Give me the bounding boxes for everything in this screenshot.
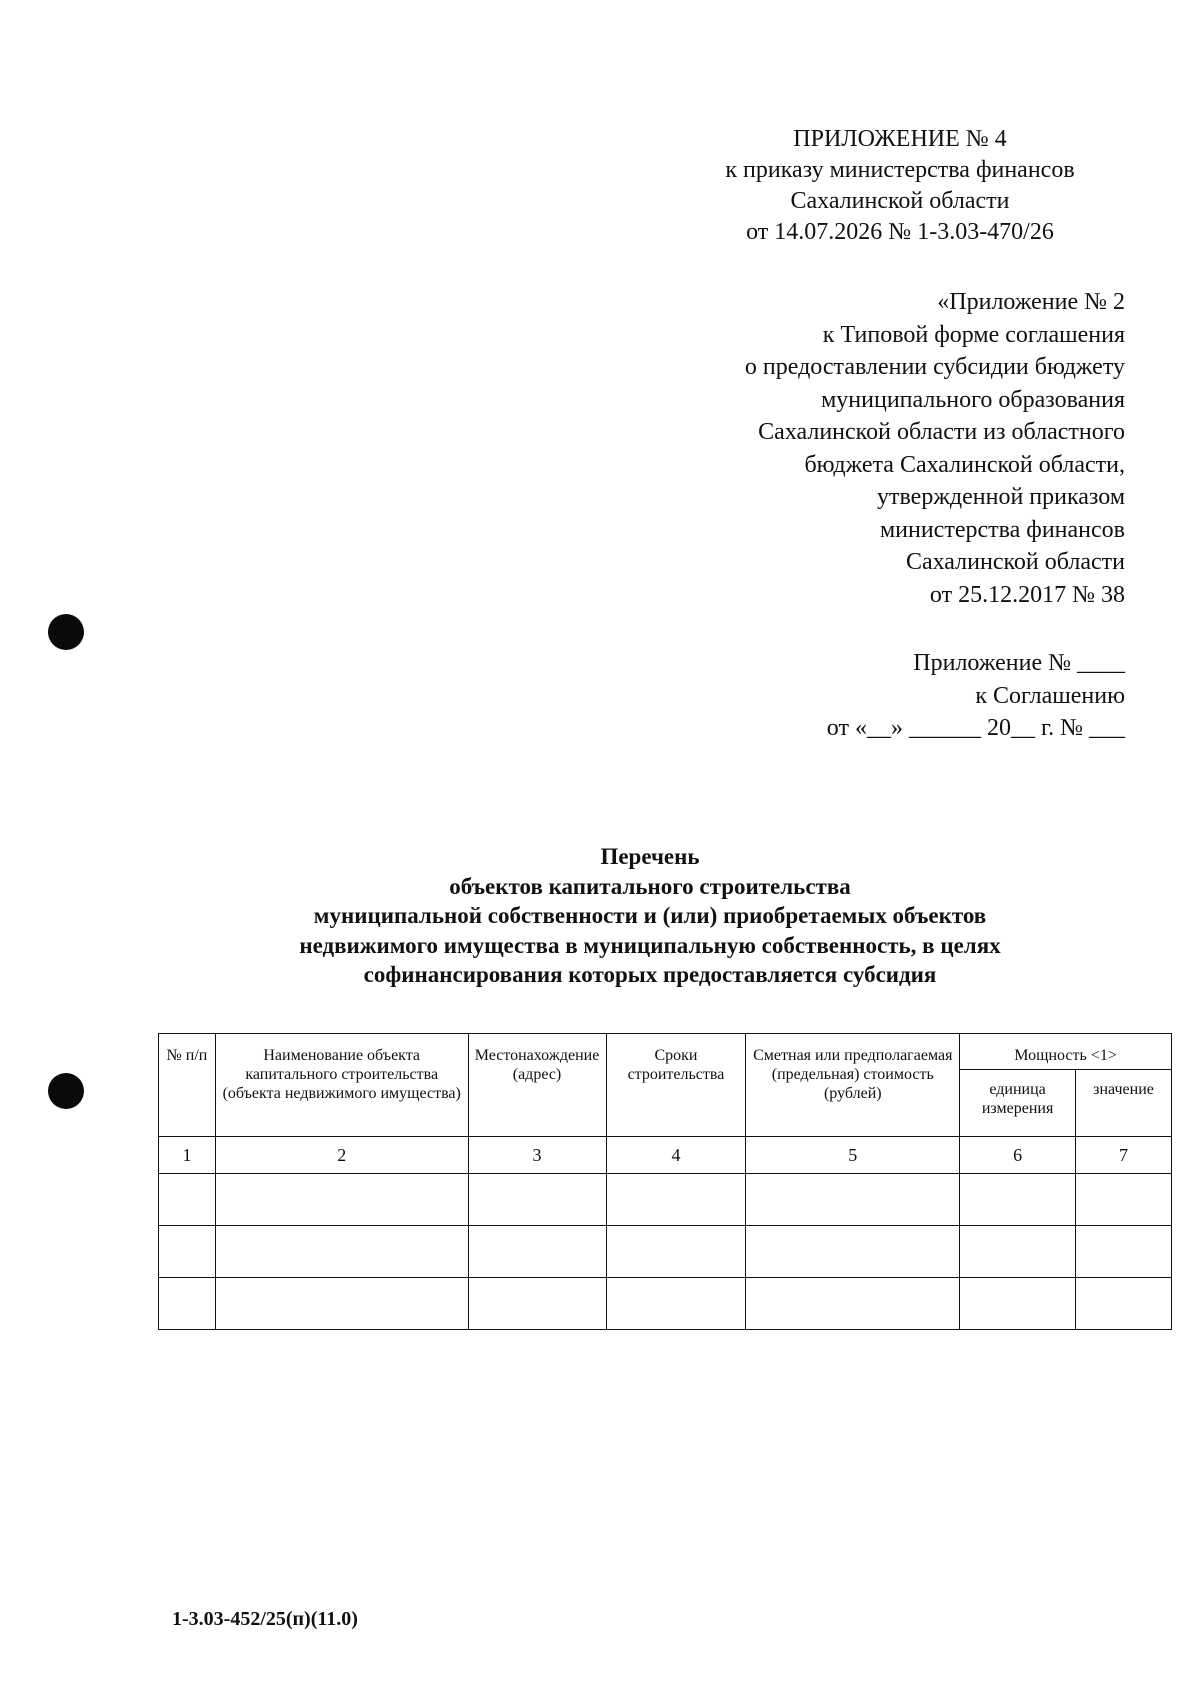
appendix-2-line: к Типовой форме соглашения	[822, 321, 1125, 348]
appendix-2-line: «Приложение № 2	[937, 289, 1125, 315]
agreement-ref: к Соглашению	[975, 682, 1125, 709]
table-cell	[215, 1278, 468, 1330]
column-number: 1	[159, 1137, 216, 1174]
table-cell	[215, 1174, 468, 1226]
table-cell	[468, 1278, 606, 1330]
table-cell	[1076, 1174, 1172, 1226]
appendix-2-line: от 25.12.2017 № 38	[929, 581, 1125, 608]
appendix-2-line: о предоставлении субсидии бюджету	[744, 354, 1125, 380]
title-line: софинансирования которых предоставляется субсидия	[363, 962, 937, 987]
table-cell	[606, 1278, 746, 1330]
table-row	[159, 1278, 1172, 1330]
table-cell	[159, 1174, 216, 1226]
header-cost: Сметная или предполагаемая (предельная) стоимость (рублей)	[746, 1034, 960, 1137]
column-number: 3	[468, 1137, 606, 1174]
table-cell	[746, 1278, 960, 1330]
document-title	[150, 842, 1150, 990]
header-value: значение	[1076, 1070, 1172, 1137]
binder-hole-bottom	[48, 1073, 84, 1109]
table-cell	[746, 1226, 960, 1278]
header-location: Местонахождение (адрес)	[468, 1034, 606, 1137]
binder-hole-top	[48, 614, 84, 650]
agreement-appendix-number: Приложение № ____	[913, 650, 1125, 676]
appendix-4-header	[680, 124, 1120, 248]
appendix-2-line: Сахалинской области	[905, 549, 1125, 575]
appendix-2-line: министерства финансов	[879, 516, 1125, 543]
column-number: 6	[960, 1137, 1076, 1174]
table-row	[159, 1226, 1172, 1278]
objects-table	[158, 1033, 1172, 1330]
document-code: 1-3.03-452/25(п)(11.0)	[172, 1608, 358, 1630]
table-cell	[468, 1226, 606, 1278]
appendix-2-header	[745, 286, 1125, 611]
table-cell	[215, 1226, 468, 1278]
table-cell	[960, 1174, 1076, 1226]
appendix-2-line: Сахалинской области из областного	[758, 419, 1125, 445]
column-number: 4	[606, 1137, 746, 1174]
header-num: № п/п	[159, 1034, 216, 1137]
table-cell	[1076, 1278, 1172, 1330]
table-cell	[606, 1174, 746, 1226]
appendix-2-line: муниципального образования	[821, 386, 1125, 413]
table-cell	[159, 1226, 216, 1278]
table-row	[159, 1174, 1172, 1226]
table-cell	[960, 1226, 1076, 1278]
table-cell	[159, 1278, 216, 1330]
title-line: объектов капитального строительства	[449, 873, 851, 899]
column-number: 7	[1076, 1137, 1172, 1174]
column-number-row	[159, 1137, 1172, 1174]
agreement-appendix-header	[827, 647, 1125, 745]
table-cell	[468, 1174, 606, 1226]
header-object-name: Наименование объекта капитального строительства (объекта недвижимого имущества)	[215, 1034, 468, 1137]
header-unit: единица измерения	[960, 1070, 1076, 1137]
table-cell	[746, 1174, 960, 1226]
table-cell	[960, 1278, 1076, 1330]
title-line: недвижимого имущества в муниципальную собственность, в целях	[299, 932, 1001, 958]
appendix-2-line: бюджета Сахалинской области,	[804, 451, 1125, 478]
header-capacity: Мощность <1>	[960, 1034, 1172, 1070]
appendix-2-line: утвержденной приказом	[876, 484, 1125, 510]
title-line: муниципальной собственности и (или) приобретаемых объектов	[313, 903, 987, 928]
column-number: 5	[746, 1137, 960, 1174]
appendix-4-date-number: от 14.07.2026 № 1-3.03-470/26	[746, 219, 1054, 245]
table-cell	[606, 1226, 746, 1278]
appendix-4-order-ref: к приказу министерства финансов	[725, 157, 1075, 183]
header-construction-terms: Сроки строительства	[606, 1034, 746, 1137]
appendix-4-title: ПРИЛОЖЕНИЕ № 4	[793, 126, 1007, 152]
table-cell	[1076, 1226, 1172, 1278]
appendix-4-region: Сахалинской области	[790, 188, 1010, 214]
title-line: Перечень	[600, 844, 700, 869]
agreement-date-number: от «__» ______ 20__ г. № ___	[826, 715, 1125, 741]
column-number: 2	[215, 1137, 468, 1174]
